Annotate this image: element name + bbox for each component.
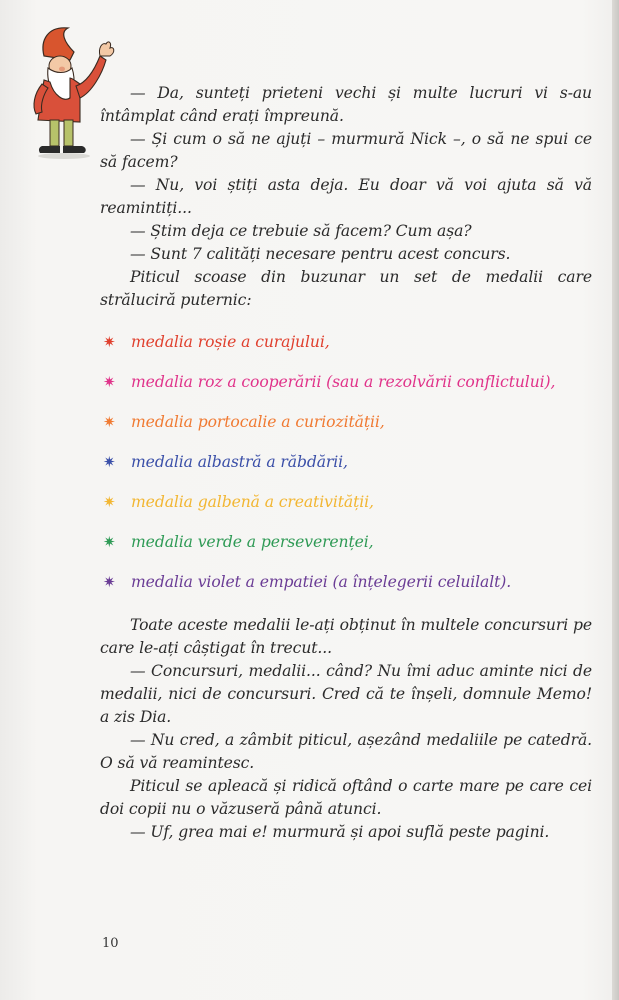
- paragraph: — Nu, voi știți asta deja. Eu doar vă voi ajuta să vă reamintiți...: [100, 176, 592, 217]
- star-bullet-icon: ✷: [103, 533, 116, 551]
- dialog-bottom: [100, 614, 592, 844]
- story-text: [100, 82, 592, 844]
- star-bullet-icon: ✷: [103, 493, 116, 511]
- medal-item: [100, 562, 592, 602]
- paragraph: — Uf, grea mai e! murmură și apoi suflă peste pagini.: [130, 823, 550, 841]
- medal-text: medalia verde a perseverenței,: [131, 533, 374, 551]
- star-bullet-icon: ✷: [103, 413, 116, 431]
- medal-text: medalia violet a empatiei (a înțelegerii celuilalt).: [131, 573, 512, 591]
- paragraph: — Concursuri, medalii... când? Nu îmi aduc aminte nici de medalii, nici de concursuri. Cred că te înșeli, domnule Memo! a zis Dia.: [100, 662, 592, 726]
- paragraph: — Știm deja ce trebuie să facem? Cum așa?: [130, 222, 472, 240]
- page-edge: [612, 0, 619, 1000]
- star-bullet-icon: ✷: [103, 373, 116, 391]
- medal-item: [100, 322, 592, 362]
- paragraph: — Și cum o să ne ajuți – murmură Nick –, o să ne spui ce să facem?: [100, 130, 592, 171]
- medal-item: [100, 402, 592, 442]
- medal-item: [100, 362, 592, 402]
- page-number: 10: [102, 936, 119, 951]
- paragraph: Piticul scoase din buzunar un set de medalii care străluciră puternic:: [100, 268, 592, 309]
- medal-item: [100, 522, 592, 562]
- medal-text: medalia albastră a răbdării,: [131, 453, 348, 471]
- star-bullet-icon: ✷: [103, 453, 116, 471]
- paragraph: Piticul se apleacă și ridică oftând o carte mare pe care cei doi copii nu o văzuseră până atunci.: [100, 777, 592, 818]
- star-bullet-icon: ✷: [103, 333, 116, 351]
- medal-item: [100, 482, 592, 522]
- medal-text: medalia galbenă a creativității,: [131, 493, 374, 511]
- paragraph: Toate aceste medalii le-ați obținut în multele concursuri pe care le-ați câștigat în trecut...: [100, 616, 592, 657]
- dialog-top: [100, 82, 592, 312]
- medal-text: medalia roșie a curajului,: [131, 333, 330, 351]
- medal-text: medalia portocalie a curiozității,: [131, 413, 385, 431]
- medal-text: medalia roz a cooperării (sau a rezolvării conflictului),: [131, 373, 556, 391]
- star-bullet-icon: ✷: [103, 573, 116, 591]
- paragraph: — Da, sunteți prieteni vechi și multe lucruri vi s-au întâmplat când erați împreună.: [100, 84, 592, 125]
- medal-item: [100, 442, 592, 482]
- medal-list: [100, 322, 592, 602]
- paragraph: — Sunt 7 calități necesare pentru acest concurs.: [130, 245, 511, 263]
- paragraph: — Nu cred, a zâmbit piticul, așezând medaliile pe catedră. O să vă reamintesc.: [100, 731, 592, 772]
